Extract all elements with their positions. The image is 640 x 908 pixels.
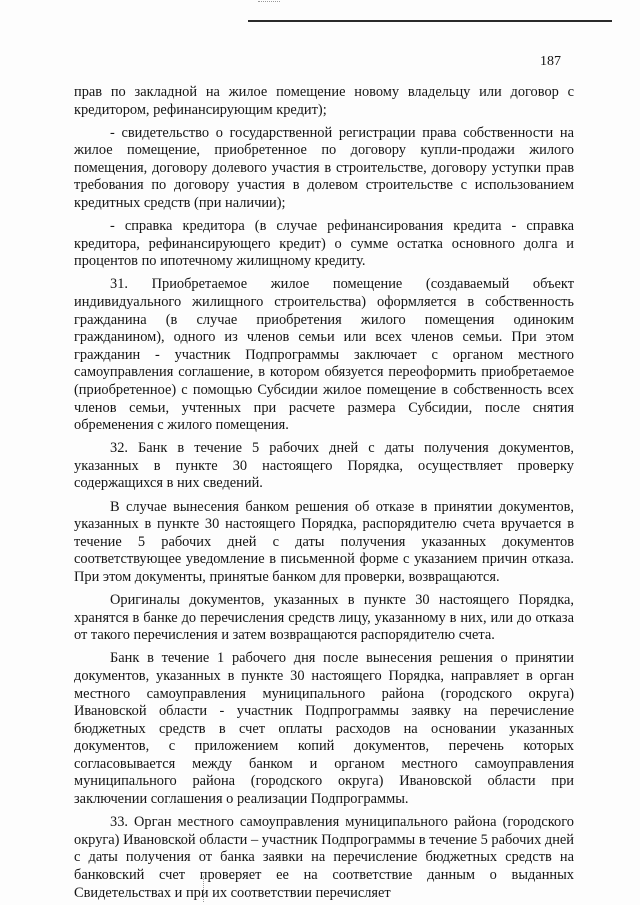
paragraph-refusal: В случае вынесения банком решения об отказе в принятии документов, указанных в пункте 30 настоящего Порядка, распорядителю счета вручается в течение 5 рабочих дней с даты получения указанных документов соответствующее уведомление в письменной форме с указанием причин отказа. При этом документы, принятые банком для проверки, возвращаются. — [74, 498, 574, 585]
paragraph-bank-request: Банк в течение 1 рабочего дня после вынесения решения о принятии документов, указанных в пункте 30 настоящего Порядка, направляет в орган местного самоуправления муниципального района (городского округа) Ивановской области - участник Подпрограммы заявку на перечисление бюджетных средств в счет оплаты расходов на основании указанных документов, с приложением копий документов, перечень которых согласовывается между банком и органом местного самоуправления муниципального района (городского округа) Ивановской области при заключении соглашения о реализации Подпрограммы. — [74, 650, 574, 808]
header-rule — [248, 20, 612, 22]
clause-31: 31. Приобретаемое жилое помещение (создаваемый объект индивидуального жилищного строительства) оформляется в собственность гражданина (в случае приобретения жилого помещения одиноким гражданином), одного из членов семьи или всех членов семьи. При этом гражданин - участник Подпрограммы заключает с органом местного самоуправления соглашение, в котором обязуется переоформить приобретаемое (приобретенное) с помощью Субсидии жилое помещение в собственность всех членов семьи, учтенных при расчете размера Субсидии, после снятия обременения с жилого помещения. — [74, 276, 574, 434]
clause-32: 32. Банк в течение 5 рабочих дней с даты получения документов, указанных в пункте 30 настоящего Порядка, осуществляет проверку содержащихся в них сведений. — [74, 440, 574, 492]
scan-artifact-mark — [258, 1, 280, 5]
list-item-creditor-statement: - справка кредитора (в случае рефинансирования кредита - справка кредитора, рефинансирующего кредит) о сумме остатка основного долга и процентов по ипотечному жилищному кредиту. — [74, 218, 574, 270]
clause-33: 33. Орган местного самоуправления муниципального района (городского округа) Ивановской области – участник Подпрограммы в течение 5 рабочих дней с даты получения от банка заявки на перечисление бюджетных средств на банковский счет проверяет ее на соответствие данным о выданных Свидетельствах и при их соответствии перечисляет — [74, 814, 574, 901]
page-number: 187 — [540, 54, 561, 69]
paragraph-originals: Оригиналы документов, указанных в пункте 30 настоящего Порядка, хранятся в банке до перечисления средств лицу, указанному в них, или до отказа от такого перечисления и затем возвращаются распорядителю счета. — [74, 592, 574, 644]
list-item-certificate: - свидетельство о государственной регистрации права собственности на жилое помещение, приобретенное по договору купли-продажи жилого помещения, договору долевого участия в строительстве, договору уступки прав требования по договору участия в долевом строительстве с использованием кредитных средств (при наличии); — [74, 124, 574, 212]
paragraph-continuation: прав по закладной на жилое помещение новому владельцу или договор с кредитором, рефинансирующим кредит); — [74, 84, 574, 118]
scan-artifact-tick — [203, 876, 205, 902]
document-body — [74, 84, 574, 908]
